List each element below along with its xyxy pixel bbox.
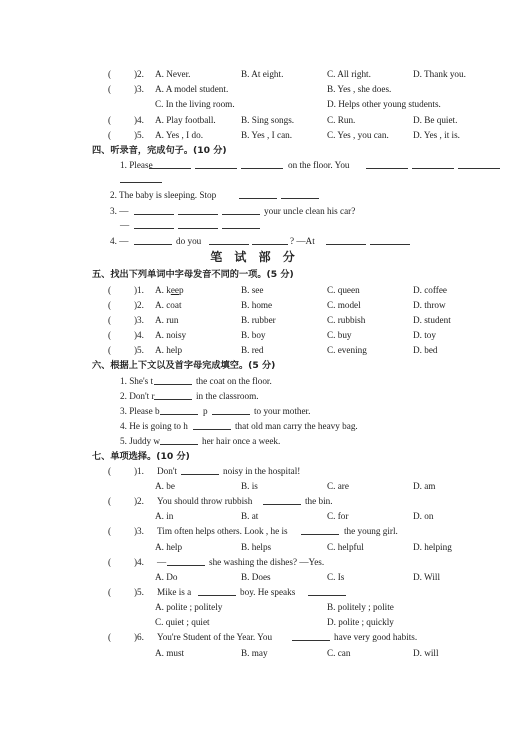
sentence-row (0, 218, 509, 233)
question-stem (0, 555, 509, 570)
blank-input[interactable] (366, 158, 408, 169)
sentence-text: the coat on the floor. (196, 376, 272, 386)
blank-input[interactable] (178, 218, 218, 229)
option-d: D. throw (413, 300, 446, 310)
question-row-continued (0, 97, 509, 112)
question-stem (0, 524, 509, 539)
answer-paren[interactable]: ( (108, 84, 112, 94)
sentence-text: ? —At (290, 236, 315, 246)
question-number: )4. (134, 330, 144, 340)
option-a: A. be (155, 481, 175, 491)
option-b: B. at (241, 511, 259, 521)
option-d: D. Yes , it is. (413, 130, 460, 140)
sentence-row (0, 389, 509, 404)
stem-text: the bin. (305, 496, 333, 506)
option-b: B. politely ; polite (327, 602, 394, 612)
question-row (0, 82, 509, 97)
question-options (0, 479, 509, 494)
option-b: B. red (241, 345, 264, 355)
sentence-row (0, 419, 509, 434)
section-title: 四、听录音，完成句子。(10 分) (92, 145, 227, 156)
option-b: B. helps (241, 542, 272, 552)
section-title: 六、根据上下文以及首字母完成填空。(5 分) (92, 360, 276, 371)
sentence-text: that old man carry the heavy bag. (235, 421, 358, 431)
answer-paren[interactable]: ( (108, 130, 112, 140)
option-c: C. Yes , you can. (327, 130, 389, 140)
blank-input[interactable] (209, 234, 249, 245)
sentence-text: 2. Don't r (120, 391, 155, 401)
question-number: )3. (134, 315, 144, 325)
option-b: B. Sing songs. (241, 115, 295, 125)
question-options (0, 540, 509, 555)
option-c: C. helpful (327, 542, 364, 552)
option-c: C. evening (327, 345, 367, 355)
option-c: C. All right. (327, 69, 371, 79)
sentence-row (0, 434, 509, 449)
sentence-text: 4. — (110, 236, 129, 246)
sentence-text: your uncle clean his car? (264, 206, 356, 216)
answer-paren[interactable]: ( (108, 115, 112, 125)
sentence-text: her hair once a week. (202, 436, 281, 446)
question-number: )1. (134, 285, 144, 295)
blank-input[interactable] (281, 188, 319, 199)
blank-input[interactable] (154, 389, 192, 400)
stem-text: have very good habits. (334, 632, 418, 642)
blank-input[interactable] (252, 234, 288, 245)
sentence-text: in the classroom. (196, 391, 259, 401)
option-c: C. queen (327, 285, 360, 295)
blank-input[interactable] (193, 419, 231, 430)
option-b: B. home (241, 300, 273, 310)
option-a: A. Yes , I do. (155, 130, 203, 140)
answer-paren[interactable]: ( (108, 466, 112, 476)
answer-paren[interactable]: ( (108, 557, 112, 567)
blank-input[interactable] (222, 218, 260, 229)
option-d: D. will (413, 648, 439, 658)
blank-input[interactable] (241, 158, 283, 169)
section-heading (0, 267, 509, 282)
question-row (0, 343, 509, 358)
question-options (0, 570, 509, 585)
option-c: C. Run. (327, 115, 356, 125)
question-number: )2. (134, 69, 144, 79)
option-d: D. coffee (413, 285, 448, 295)
option-b: B. Yes , I can. (241, 130, 293, 140)
sentence-text: 2. The baby is sleeping. Stop (110, 190, 217, 200)
answer-paren[interactable]: ( (108, 632, 112, 642)
sentence-text: 1. Please (120, 160, 153, 170)
option-a: A. must (155, 648, 185, 658)
sentence-text: 1. She's t (120, 376, 154, 386)
question-number: )4. (134, 557, 144, 567)
option-a: A. polite ; politely (155, 602, 223, 612)
blank-input[interactable] (134, 234, 172, 245)
section-title: 七、单项选择。(10 分) (92, 451, 190, 462)
option-d: D. on (413, 511, 434, 521)
blank-input[interactable] (178, 204, 218, 215)
blank-input[interactable] (120, 172, 162, 183)
blank-input[interactable] (326, 234, 366, 245)
option-c: C. can (327, 648, 351, 658)
question-row (0, 283, 509, 298)
option-b: B. Yes , she does. (327, 84, 392, 94)
blank-input[interactable] (222, 204, 260, 215)
section-title: 五、找出下列单词中字母发音不同的一项。(5 分) (92, 269, 294, 280)
blank-input[interactable] (263, 494, 301, 505)
option-c: C. are (327, 481, 349, 491)
sentence-text: 3. Please b (120, 406, 160, 416)
blank-input[interactable] (198, 585, 236, 596)
question-options (0, 646, 509, 661)
blank-input[interactable] (181, 464, 219, 475)
blank-input[interactable] (134, 204, 174, 215)
sentence-row-continued (0, 172, 509, 187)
answer-paren[interactable]: ( (108, 526, 112, 536)
section-heading (0, 449, 509, 464)
answer-paren[interactable]: ( (108, 69, 112, 79)
blank-input[interactable] (370, 234, 410, 245)
option-d: D. Will (413, 572, 441, 582)
stem-text: You're Student of the Year. You (157, 632, 273, 642)
option-c: C. rubbish (327, 315, 366, 325)
answer-paren[interactable]: ( (108, 330, 112, 340)
blank-input[interactable] (239, 188, 277, 199)
blank-input[interactable] (167, 555, 205, 566)
option-d: D. am (413, 481, 436, 491)
option-d: D. bed (413, 345, 438, 355)
question-row (0, 328, 509, 343)
option-b: B. boy (241, 330, 266, 340)
blank-input[interactable] (301, 524, 339, 535)
stem-text: — (157, 557, 167, 567)
option-d: D. toy (413, 330, 436, 340)
question-number: )5. (134, 345, 144, 355)
question-stem (0, 464, 509, 479)
sentence-text: do you (176, 236, 202, 246)
question-row (0, 298, 509, 313)
option-d: D. Thank you. (413, 69, 466, 79)
option-c: C. Is (327, 572, 345, 582)
option-a: A. help (155, 542, 183, 552)
stem-text: Tim often helps others. Look , he is (157, 526, 288, 536)
blank-input[interactable] (154, 374, 192, 385)
option-d: D. helping (413, 542, 452, 552)
option-a: A. noisy (155, 330, 187, 340)
question-number: )1. (134, 466, 144, 476)
blank-input[interactable] (212, 404, 250, 415)
sentence-text: 5. Juddy w (120, 436, 161, 446)
blank-input[interactable] (292, 630, 330, 641)
question-number: )6. (134, 632, 144, 642)
option-b: B. Does (241, 572, 271, 582)
stem-text: she washing the dishes? —Yes. (209, 557, 325, 567)
stem-text: You should throw rubbish (157, 496, 253, 506)
option-c: C. buy (327, 330, 352, 340)
question-options (0, 509, 509, 524)
question-row (0, 313, 509, 328)
stem-text: noisy in the hospital! (223, 466, 301, 476)
option-b: B. At eight. (241, 69, 284, 79)
sentence-row (0, 158, 509, 173)
blank-input[interactable] (160, 434, 198, 445)
sentence-row (0, 188, 509, 203)
option-d: D. Helps other young students. (327, 99, 441, 109)
section-heading (0, 358, 509, 373)
answer-paren[interactable]: ( (108, 300, 112, 310)
blank-input[interactable] (458, 158, 500, 169)
option-b: B. see (241, 285, 264, 295)
option-a: A. Play football. (155, 115, 216, 125)
option-a: A. help (155, 345, 183, 355)
sentence-text: 4. He is going to h (120, 421, 188, 431)
option-a: A. coat (155, 300, 182, 310)
answer-paren[interactable]: ( (108, 285, 112, 295)
question-stem (0, 585, 509, 600)
option-a: A. Never. (155, 69, 191, 79)
blank-input[interactable] (195, 158, 237, 169)
blank-input[interactable] (160, 404, 198, 415)
sentence-row (0, 374, 509, 389)
option-a: A. in (155, 511, 174, 521)
blank-input[interactable] (308, 585, 346, 596)
stem-text: the young girl. (344, 526, 398, 536)
option-b: B. is (241, 481, 258, 491)
stem-text: Mike is a (157, 587, 192, 597)
option-c: C. model (327, 300, 361, 310)
option-b: B. rubber (241, 315, 276, 325)
question-number: )3. (134, 526, 144, 536)
sentence-row (0, 404, 509, 419)
stem-text: boy. He speaks (240, 587, 296, 597)
option-a: A. Do (155, 572, 178, 582)
option-a: A. keep (155, 285, 184, 295)
question-row (0, 128, 509, 143)
question-row (0, 67, 509, 82)
option-a: A. A model student. (155, 84, 229, 94)
sentence-text: — (120, 220, 130, 230)
blank-input[interactable] (134, 218, 174, 229)
sentence-row (0, 234, 509, 249)
option-d: D. polite ; quickly (327, 617, 394, 627)
question-stem (0, 494, 509, 509)
answer-paren[interactable]: ( (108, 345, 112, 355)
option-d: D. student (413, 315, 451, 325)
sentence-row (0, 204, 509, 219)
answer-paren[interactable]: ( (108, 496, 112, 506)
question-number: )5. (134, 587, 144, 597)
written-part-title: 笔 试 部 分 (210, 250, 299, 264)
sentence-text: p (203, 406, 208, 416)
answer-paren[interactable]: ( (108, 315, 112, 325)
answer-paren[interactable]: ( (108, 587, 112, 597)
question-number: )2. (134, 300, 144, 310)
option-c: C. for (327, 511, 349, 521)
question-options (0, 600, 509, 615)
option-c: C. quiet ; quiet (155, 617, 210, 627)
question-number: )2. (134, 496, 144, 506)
option-d: D. Be quiet. (413, 115, 458, 125)
sentence-text: on the floor. You (288, 160, 350, 170)
section-heading (0, 143, 509, 158)
question-number: )4. (134, 115, 144, 125)
blank-input[interactable] (412, 158, 454, 169)
question-number: )3. (134, 84, 144, 94)
sentence-text: 3. — (110, 206, 129, 216)
stem-text: Don't (157, 466, 178, 476)
question-stem (0, 630, 509, 645)
option-a: A. run (155, 315, 179, 325)
option-b: B. may (241, 648, 268, 658)
question-number: )5. (134, 130, 144, 140)
sentence-text: to your mother. (254, 406, 311, 416)
question-row (0, 113, 509, 128)
blank-input[interactable] (149, 158, 191, 169)
option-c: C. In the living room. (155, 99, 235, 109)
question-options (0, 615, 509, 630)
